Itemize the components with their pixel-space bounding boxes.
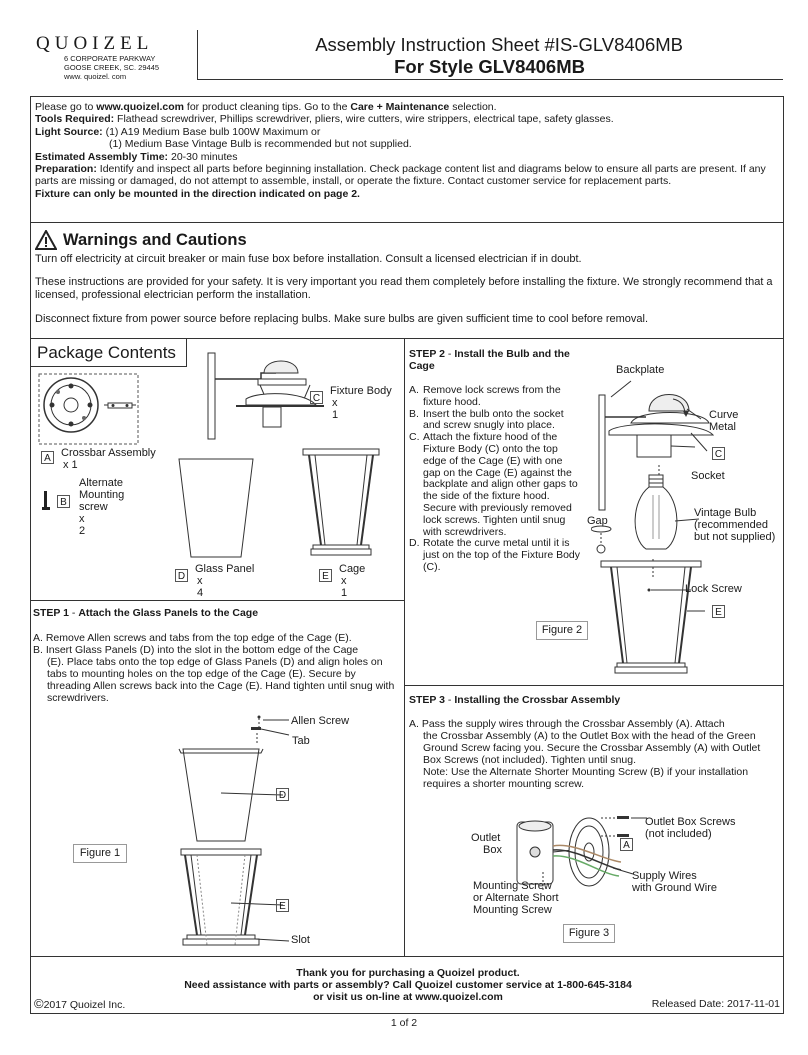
step1-b1: B. Insert Glass Panels (D) into the slot in the bottom edge of the Cage	[33, 644, 359, 656]
step3-title: Installing the Crossbar Assembly	[454, 694, 621, 706]
step1-b2: (E). Place tabs onto the top edge of Glass Panels (D) and align holes on tabs to mounting holes on the top edge of the Cage (E). Secure by threading Allen screws back into the Cage (E). Hand tighten until snug with screwdrivers.	[47, 656, 395, 704]
vintage-bulb-label-3: but not supplied)	[694, 531, 776, 543]
footer-thanks: Thank you for purchasing a Quoizel product.	[296, 967, 520, 979]
item-b-name-2: Mounting	[79, 489, 125, 501]
item-b-name-1: Alternate	[79, 477, 124, 489]
allen-screw-label: Allen Screw	[291, 715, 350, 727]
step3-a1: A. Pass the supply wires through the Crossbar Assembly (A). Attach	[409, 718, 725, 730]
step3-a2: the Crossbar Assembly (A) to the Outlet Box with the head of the Green Ground Screw facing you. Secure the Crossbar Assembly (A) with Outlet Box Screws (not included). Tighten until snug.	[423, 730, 761, 766]
released-date: Released Date: 2017-11-01	[651, 998, 780, 1010]
vintage-bulb-label-1: Vintage Bulb	[694, 507, 757, 519]
brand-name: QUOIZEL	[36, 33, 154, 54]
address-line-1: 6 CORPORATE PARKWAY	[64, 54, 156, 63]
fixture-body-drawing	[206, 351, 326, 443]
warning-p2: These instructions are provided for your safety. It is very important you read them completely before installing the fixture. We strongly recommend that a licensed, professional electrician perform the installation.	[35, 276, 773, 301]
step3-heading: STEP 3 - Installing the Crossbar Assembly	[409, 694, 621, 706]
footer-online: or visit us on-line at www.quoizel.com	[313, 991, 503, 1003]
footer-box	[30, 957, 784, 1014]
cage-drawing	[301, 447, 383, 559]
care-link[interactable]: www.quoizel.com	[96, 101, 184, 113]
mounting-screw-label-2: or Alternate Short	[473, 892, 559, 904]
figure1-caption: Figure 1	[73, 844, 127, 863]
item-d-letter: D	[175, 569, 188, 582]
step2-item: D. Rotate the curve metal until it is just on the top of the Fixture Body (C).	[409, 537, 581, 573]
figure3-caption: Figure 3	[563, 924, 615, 943]
vintage-bulb-label-2: (recommended	[694, 519, 768, 531]
mount-note: Fixture can only be mounted in the direction indicated on page 2.	[35, 187, 360, 200]
header-title-box	[197, 30, 783, 80]
address-line-2: GOOSE CREEK, SC. 29445	[64, 63, 160, 72]
light-line-2: (1) Medium Base Vintage Bulb is recommended but not supplied.	[109, 138, 412, 151]
step1-a: A. Remove Allen screws and tabs from the top edge of the Cage (E).	[33, 632, 352, 644]
item-e-qty: x 1	[341, 575, 348, 599]
item-d-qty: x 4	[197, 575, 204, 599]
warnings-heading	[35, 229, 779, 251]
outlet-label-1: Outlet	[471, 832, 501, 844]
package-contents-box	[30, 339, 405, 601]
package-title: Package Contents	[31, 339, 187, 367]
a-label-fig3: A	[620, 838, 633, 851]
copyright	[34, 997, 125, 1012]
care-mid: for product cleaning tips. Go to the	[184, 101, 351, 113]
intro-box	[30, 96, 784, 223]
warnings-title: Warnings and Cautions	[63, 230, 247, 249]
gap-label: Gap	[587, 515, 608, 527]
page-title: Assembly Instruction Sheet #IS-GLV8406MB	[315, 34, 683, 55]
tab-label: Tab	[292, 735, 310, 747]
step2-label: STEP 2	[409, 348, 445, 360]
item-b-qty: x 2	[79, 513, 86, 537]
item-e-letter: E	[319, 569, 332, 582]
outlet-box-screws-label-2: (not included)	[645, 828, 712, 840]
step1-box	[30, 601, 405, 957]
backplate-label: Backplate	[616, 364, 665, 376]
item-a-name: Crossbar Assembly	[61, 447, 156, 459]
outlet-label-2: Box	[483, 844, 502, 856]
copyright-text: 2017 Quoizel Inc.	[43, 999, 126, 1011]
mounting-screw-drawing	[41, 489, 51, 513]
prep-line	[35, 163, 779, 188]
step2-list	[409, 385, 581, 574]
outlet-box-screws-label-1: Outlet Box Screws	[645, 816, 736, 828]
mounting-screw-label-3: Mounting Screw	[473, 904, 552, 916]
step3-note: Note: Use the Alternate Shorter Mounting Screw (B) if your installation requires a shorter mounting screw.	[423, 766, 749, 790]
step3-box	[405, 686, 784, 957]
warnings-box	[30, 223, 784, 339]
light-line	[35, 126, 779, 138]
care-pre: Please go to	[35, 101, 97, 113]
supply-wires-label-1: Supply Wires	[632, 870, 697, 882]
warning-icon	[35, 230, 57, 250]
socket-label: Socket	[691, 470, 725, 482]
tools-text: Flathead screwdriver, Phillips screwdriver, pliers, wire cutters, wire strippers, electrical tape, safety glasses.	[114, 113, 614, 126]
prep-text: Identify and inspect all parts before beginning installation. Check package content list and diagrams below to ensure all parts are present. If any parts are missing or damaged, do not attempt to assemble, install, or operate the fixture. Contact customer service for replacement parts.	[35, 163, 766, 188]
tools-label: Tools Required:	[35, 113, 115, 126]
copyright-icon: ©	[34, 996, 44, 1011]
page-subtitle: For Style GLV8406MB	[394, 56, 585, 77]
item-b-letter: B	[57, 495, 70, 508]
website-small: www. quoizel. com	[64, 72, 127, 81]
care-line	[35, 101, 779, 113]
item-c-name: Fixture Body	[330, 385, 392, 397]
figure2-caption: Figure 2	[536, 621, 588, 640]
step1-label: STEP 1	[33, 607, 69, 619]
step3-label: STEP 3	[409, 694, 445, 706]
item-d-name: Glass Panel	[195, 563, 255, 575]
light-text-1: (1) A19 Medium Base bulb 100W Maximum or	[102, 125, 321, 138]
c-label: C	[712, 447, 725, 460]
step1-heading: STEP 1 - Attach the Glass Panels to the Cage	[33, 607, 259, 619]
step2-item: C. Attach the fixture hood of the Fixture Body (C) onto the top edge of the Cage (E) with one gap on the Cage (E) against the backplate and align other gaps to the side of the fixture hood. Secure with previously removed lock screws. Tighten until snug with screwdrivers.	[409, 431, 578, 538]
warning-p3: Disconnect fixture from power source before replacing bulbs. Make sure bulbs are given sufficient time to cool before removal.	[35, 313, 649, 325]
glass-panel-drawing	[177, 457, 257, 559]
d-label: D	[276, 788, 289, 801]
page-number: 1 of 2	[390, 1017, 418, 1029]
warning-p1: Turn off electricity at circuit breaker or main fuse box before installation. Consult a licensed electrician if in doubt.	[35, 253, 582, 265]
slot-label: Slot	[291, 934, 310, 946]
step2-title: Install the Bulb and the Cage	[409, 348, 570, 372]
crossbar-assembly-drawing	[38, 373, 140, 447]
item-c-qty: x 1	[332, 397, 339, 421]
step2-item: A. Remove lock screws from the fixture hood.	[409, 384, 561, 408]
figure1-drawing	[171, 713, 301, 953]
quoizel-logo	[36, 34, 176, 82]
item-a-qty: x 1	[63, 459, 78, 471]
item-a-letter: A	[41, 451, 54, 464]
step1-title: Attach the Glass Panels to the Cage	[78, 607, 259, 619]
prep-label: Preparation:	[35, 163, 97, 176]
lock-screw-label: Lock Screw	[685, 583, 742, 595]
time-text: 20-30 minutes	[168, 150, 238, 163]
e-label: E	[276, 899, 289, 912]
care-section: Care + Maintenance	[350, 101, 450, 113]
item-e-name: Cage	[339, 563, 366, 575]
e-label-fig2: E	[712, 605, 725, 618]
curve-metal-label-1: Curve	[709, 409, 739, 421]
supply-wires-label-2: with Ground Wire	[632, 882, 717, 894]
mounting-screw-label-1: Mounting Screw	[473, 880, 552, 892]
item-c-letter: C	[310, 391, 323, 404]
step2-box	[405, 339, 784, 686]
light-label: Light Source:	[35, 125, 103, 138]
step2-item: B. Insert the bulb onto the socket and screw snugly into place.	[409, 407, 564, 432]
tools-line	[35, 113, 779, 125]
time-line	[35, 151, 779, 163]
time-label: Estimated Assembly Time:	[35, 150, 169, 163]
step2-heading: STEP 2 - Install the Bulb and the Cage	[409, 348, 570, 372]
footer-help: Need assistance with parts or assembly? Call Quoizel customer service at 1-800-645-3184	[184, 979, 632, 991]
care-post: selection.	[449, 101, 497, 113]
curve-metal-label-2: Metal	[709, 421, 736, 433]
item-b-name-3: screw	[79, 501, 108, 513]
